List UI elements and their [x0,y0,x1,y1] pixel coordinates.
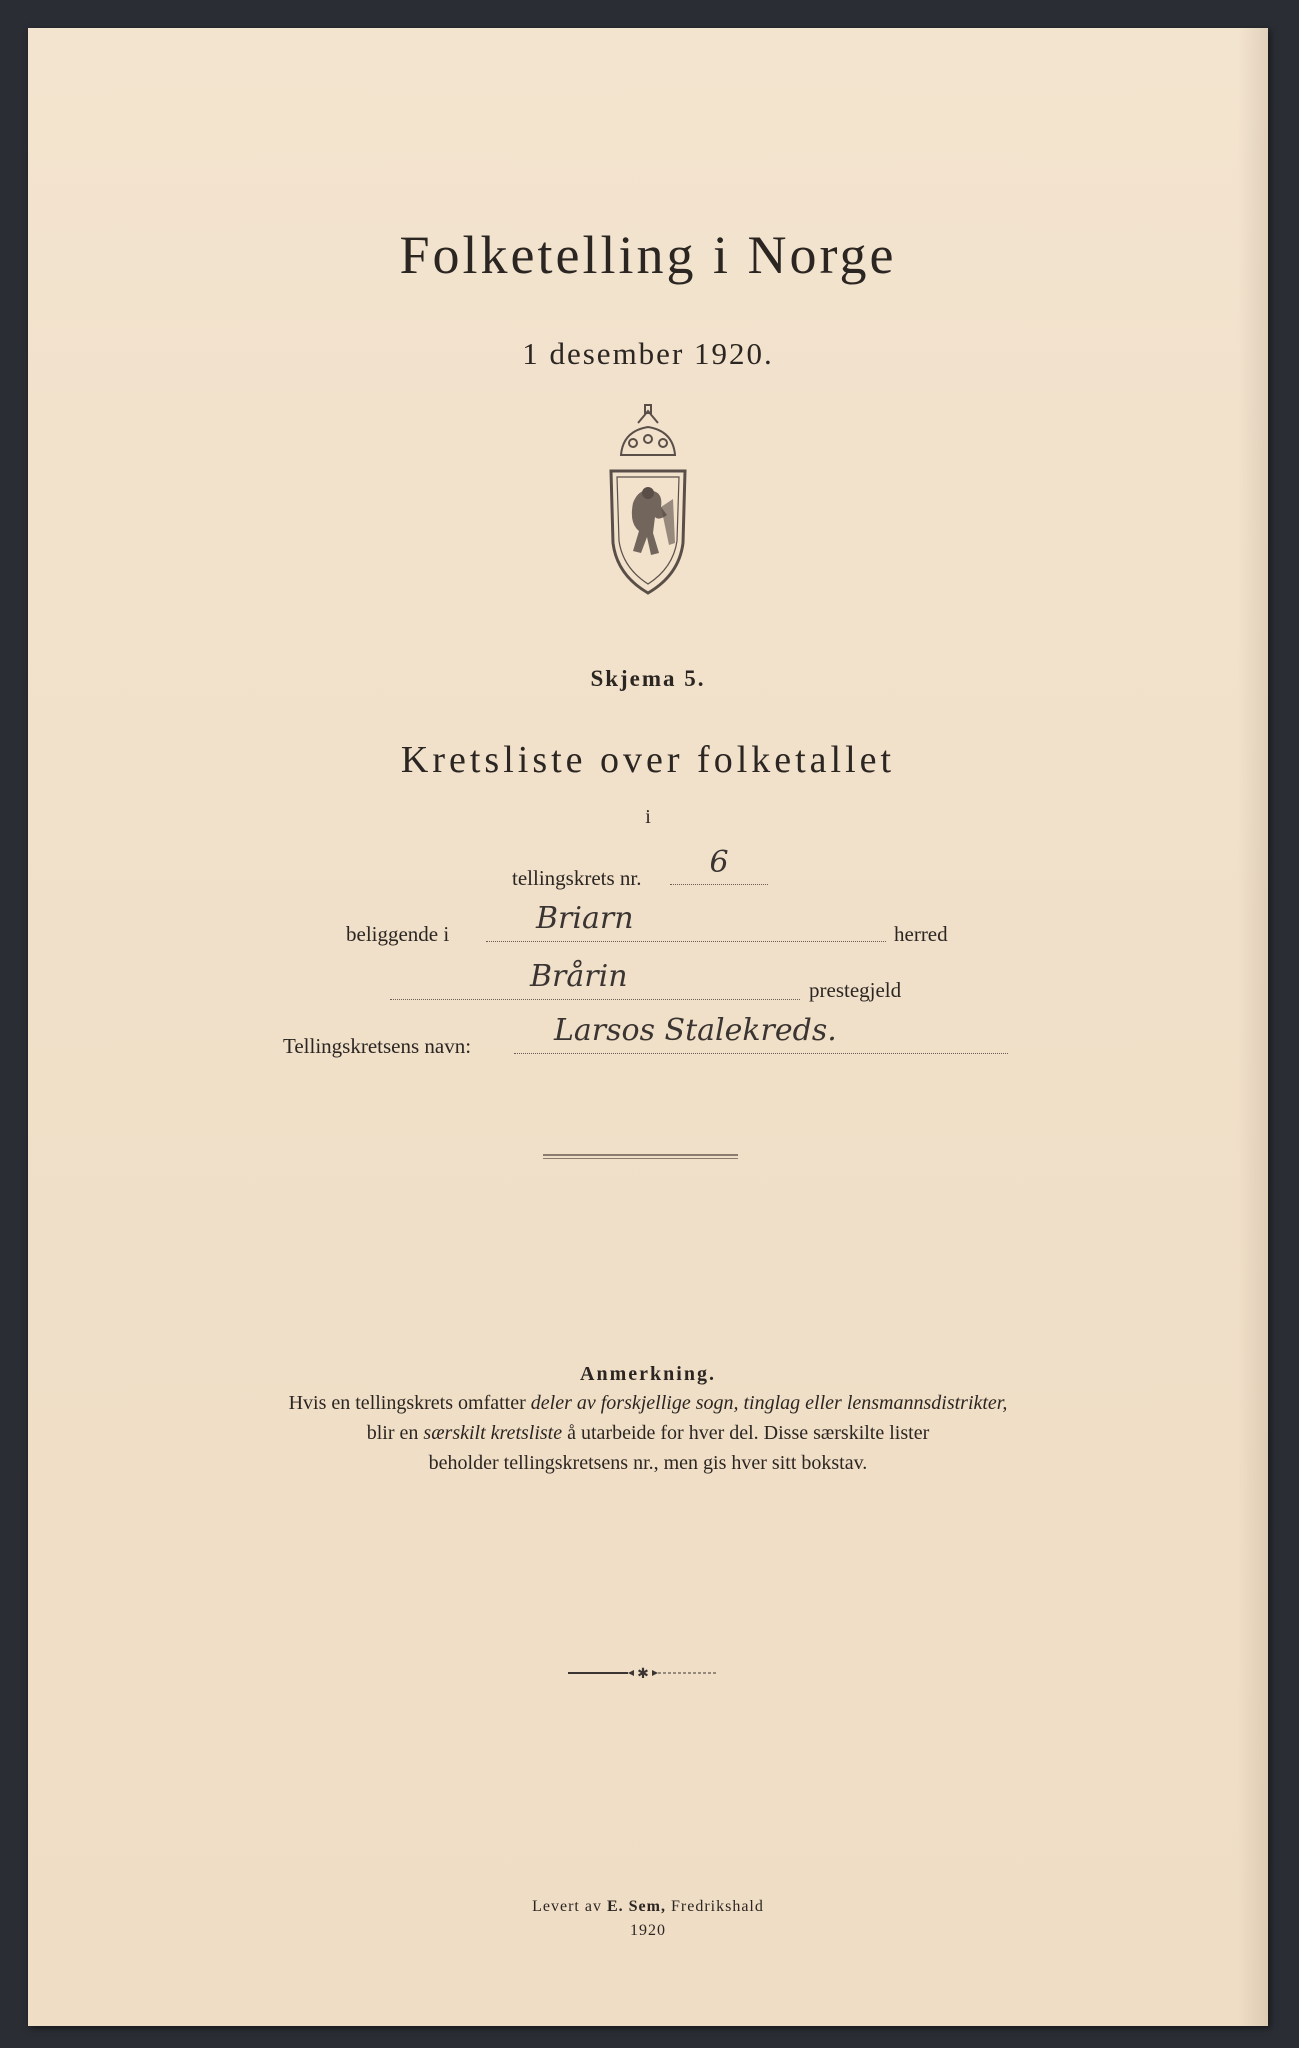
form-subtitle: Kretsliste over folketallet [400,739,896,781]
prestegjeld-label: prestegjeld [809,978,902,1002]
printer-credit [28,1898,1268,1916]
note-line-1-emphasis: deler av forskjellige sogn, tinglag eller lensmannsdistrikter, [530,1392,1008,1414]
coat-of-arms-icon [593,403,703,603]
note-line-2 [28,1419,1268,1448]
section-divider [543,1154,738,1159]
beliggende-label: beliggende i [346,922,450,946]
note-line-1-text: Hvis en tellingskrets omfatter [288,1392,531,1414]
connector-word: i [645,806,651,828]
printer-name: E. Sem, [606,1898,666,1915]
krets-name-field[interactable]: Larsos Stalekreds. [514,1016,1008,1054]
herred-label: herred [894,922,948,946]
star-ornament-icon [568,1666,718,1680]
printer-prefix: Levert av [532,1898,607,1915]
note-line-3: beholder tellingskretsens nr., men gis hver sitt bokstav. [428,1452,868,1474]
page-title: Folketelling i Norge [399,225,897,285]
prestegjeld-field[interactable]: Brårin [390,962,800,1000]
svg-text:✱: ✱ [637,1666,649,1680]
krets-name-label: Tellingskretsens navn: [283,1034,472,1058]
herred-field[interactable]: Briarn [486,904,886,942]
krets-label: tellingskrets nr. [512,866,642,890]
note-line-2-text-a: blir en [366,1422,424,1444]
census-form-page [28,28,1268,2026]
note-line-2-emphasis: særskilt kretsliste [423,1422,563,1444]
schema-number: Skjema 5. [590,666,706,691]
note-heading: Anmerkning. [580,1363,716,1385]
census-date: 1 desember 1920. [522,336,774,371]
krets-number-field[interactable]: 6 [670,848,768,885]
note-line-2-text-b: å utarbeide for hver del. Disse særskilte lister [562,1422,930,1444]
printer-city: Fredrikshald [665,1898,764,1915]
printer-year: 1920 [630,1922,666,1939]
note-line-1 [28,1389,1268,1418]
